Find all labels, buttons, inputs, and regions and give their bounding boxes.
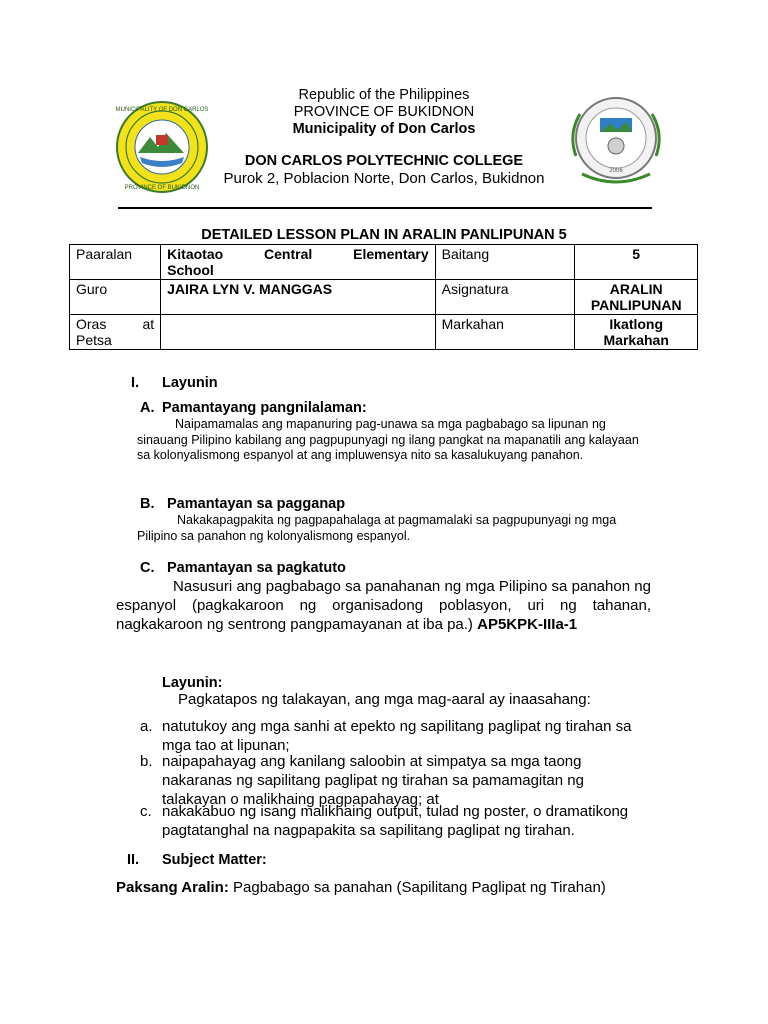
objective-c-text: nakakabuo ng isang malikhaing output, tulad ng poster, o dramatikong pagtatanghal na nagpapakita sa sapilitang paglipat ng tirahan. bbox=[162, 803, 629, 839]
subsection-c-title: Pamantayan sa pagkatuto bbox=[167, 560, 346, 576]
competency-code: AP5KPK-IIIa-1 bbox=[477, 616, 578, 633]
objective-a-text: natutukoy ang mga sanhi at epekto ng sapilitang paglipat ng tirahan sa mga tao at lipunan; bbox=[162, 718, 632, 754]
subsection-a-label: A. bbox=[140, 400, 155, 416]
guro-label: Guro bbox=[70, 280, 161, 315]
subsection-a-title: Pamantayang pangnilalaman: bbox=[162, 400, 367, 416]
oras-label: Oras at Petsa bbox=[70, 315, 161, 350]
paaralan-value: Kitaotao Central Elementary School bbox=[161, 245, 435, 280]
header-republic: Republic of the Philippines bbox=[298, 87, 470, 103]
table-row bbox=[70, 245, 698, 280]
table-row bbox=[70, 280, 698, 315]
section1-title: Layunin bbox=[162, 375, 218, 391]
section1-number: I. bbox=[131, 375, 140, 391]
section2-number: II. bbox=[127, 852, 140, 868]
section2-title: Subject Matter: bbox=[162, 852, 267, 868]
subsection-b-title: Pamantayan sa pagganap bbox=[167, 496, 346, 512]
header-address: Purok 2, Poblacion Norte, Don Carlos, Bukidnon bbox=[223, 170, 545, 187]
paksang-label: Paksang Aralin: bbox=[116, 879, 229, 896]
objective-c-label: c. bbox=[140, 803, 152, 820]
markahan-label: Markahan bbox=[435, 315, 575, 350]
guro-value: JAIRA LYN V. MANGGAS bbox=[161, 280, 435, 315]
markahan-value: Ikatlong Markahan bbox=[575, 315, 698, 350]
paksang-value: Pagbabago sa panahan (Sapilitang Paglipat ng Tirahan) bbox=[233, 879, 606, 896]
document-title: DETAILED LESSON PLAN IN ARALIN PANLIPUNAN 5 bbox=[201, 227, 567, 243]
objective-b-text: naipapahayag ang kanilang saloobin at simpatya sa mga taong nakaranas ng sapilitang paglipat ng tirahan sa pamamagitan ng talakayan o malikhaing pagpapahayag; at bbox=[162, 753, 584, 808]
header-municipality: Municipality of Don Carlos bbox=[292, 121, 476, 137]
header-divider bbox=[118, 207, 652, 209]
asignatura-value: ARALIN PANLIPUNAN bbox=[575, 280, 698, 315]
svg-text:MUNICIPALITY OF DON CARLOS: MUNICIPALITY OF DON CARLOS bbox=[116, 107, 208, 113]
asignatura-label: Asignatura bbox=[435, 280, 575, 315]
subsection-a-text: Naipamamalas ang mapanuring pag-unawa sa mga pagbabago sa lipunan ng sinauang Pilipino kabilang ang pagpupunyagi ng ilang pangkat na mapanatili ang kalayaan sa kolonyalismong espanyol at ang impluwensya nito sa kasalukuyang panahon. bbox=[137, 417, 639, 462]
objectives-title: Layunin: bbox=[162, 675, 223, 691]
objective-a-label: a. bbox=[140, 718, 153, 735]
svg-text:PROVINCE OF BUKIDNON: PROVINCE OF BUKIDNON bbox=[124, 185, 200, 191]
objectives-intro: Pagkatapos ng talakayan, ang mga mag-aaral ay inaasahang: bbox=[178, 691, 591, 708]
lesson-info-table bbox=[69, 244, 698, 350]
svg-text:2006: 2006 bbox=[609, 168, 623, 174]
objective-b-label: b. bbox=[140, 753, 153, 770]
paaralan-label: Paaralan bbox=[70, 245, 161, 280]
baitang-value: 5 bbox=[575, 245, 698, 280]
oras-value bbox=[161, 315, 435, 350]
paksang-aralin bbox=[116, 878, 606, 897]
header-province: PROVINCE OF BUKIDNON bbox=[293, 104, 475, 120]
header-college-name: DON CARLOS POLYTECHNIC COLLEGE bbox=[244, 153, 524, 169]
subsection-b-label: B. bbox=[140, 496, 155, 512]
subsection-c-label: C. bbox=[140, 560, 155, 576]
baitang-label: Baitang bbox=[435, 245, 575, 280]
subsection-b-text: Nakakapagpakita ng pagpapahalaga at pagmamalaki sa pagpupunyagi ng mga Pilipino sa panahon ng kolonyalismong espanyol. bbox=[137, 513, 617, 543]
subsection-c-text: Nasusuri ang pagbabago sa panahanan ng mga Pilipino sa panahon ng espanyol (pagkakaroon ng organisadong poblasyon, uri ng tahanan, nagkakaroon ng sentrong pangpamayanan at iba pa.) AP5KPK-IIIa-1 bbox=[116, 578, 651, 633]
table-row bbox=[70, 315, 698, 350]
